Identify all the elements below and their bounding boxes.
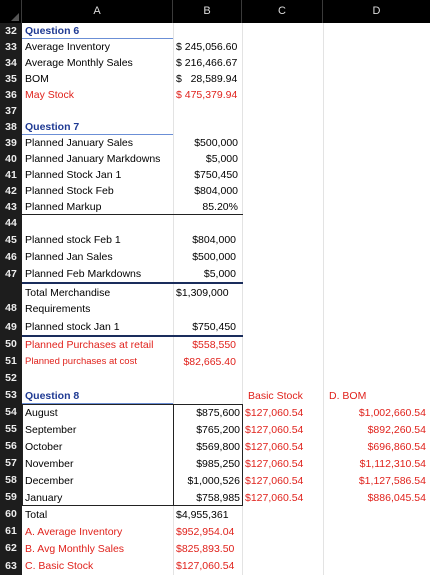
cell-a48-line2[interactable]: Requirements [25, 303, 91, 315]
row-header[interactable]: 55 [0, 421, 22, 438]
bom-september[interactable]: $892,260.54 [367, 424, 426, 436]
cell-b35[interactable]: $ 28,589.94 [176, 73, 238, 85]
cell-a34[interactable]: Average Monthly Sales [25, 57, 133, 69]
month-august[interactable]: August [25, 407, 58, 419]
cell-a40[interactable]: Planned January Markdowns [25, 153, 161, 165]
row-header[interactable]: 62 [0, 540, 22, 557]
row-header[interactable]: 53 [0, 387, 22, 404]
cell-b45[interactable]: $804,000 [192, 234, 236, 246]
cell-b47[interactable]: $5,000 [203, 268, 236, 280]
bom-january[interactable]: $886,045.54 [367, 492, 426, 504]
sales-december[interactable]: $1,000,526 [187, 475, 240, 487]
bom-november[interactable]: $1,112,310.54 [359, 458, 426, 470]
row-header[interactable]: 33 [0, 39, 22, 55]
column-header-a[interactable]: A [22, 0, 173, 23]
bom-header[interactable]: D. BOM [329, 390, 367, 402]
cell-a43[interactable]: Planned Markup [25, 201, 102, 213]
cell-a63[interactable]: C. Basic Stock [25, 560, 94, 572]
sales-september[interactable]: $765,200 [196, 424, 240, 436]
row-header[interactable]: 48 [0, 283, 22, 318]
row-header[interactable]: 57 [0, 455, 22, 472]
row-header[interactable]: 59 [0, 489, 22, 506]
row-header[interactable]: 40 [0, 151, 22, 167]
basic-stock-header[interactable]: Basic Stock [248, 390, 303, 402]
cell-b41[interactable]: $750,450 [194, 169, 238, 181]
cell-a62[interactable]: B. Avg Monthly Sales [25, 543, 125, 555]
row-header[interactable]: 51 [0, 353, 22, 370]
cell-a50[interactable]: Planned Purchases at retail [25, 339, 154, 351]
row-header[interactable]: 41 [0, 167, 22, 183]
sales-october[interactable]: $569,800 [196, 441, 240, 453]
basic-stock-january[interactable]: $127,060.54 [245, 492, 304, 504]
row-header[interactable]: 45 [0, 231, 22, 249]
question-8-heading[interactable]: Question 8 [25, 390, 80, 402]
month-september[interactable]: September [25, 424, 77, 436]
cell-b40[interactable]: $5,000 [205, 153, 238, 165]
column-header-b[interactable]: B [173, 0, 242, 23]
month-december[interactable]: December [25, 475, 74, 487]
cell-a51[interactable]: Planned purchases at cost [25, 356, 137, 367]
cell-a60[interactable]: Total [25, 509, 48, 521]
basic-stock-november[interactable]: $127,060.54 [245, 458, 304, 470]
row-header[interactable]: 38 [0, 119, 22, 135]
cell-a36[interactable]: May Stock [25, 89, 75, 101]
row-header[interactable]: 63 [0, 557, 22, 575]
sales-august[interactable]: $875,600 [196, 407, 240, 419]
block-bottom-border [22, 214, 243, 215]
bom-august[interactable]: $1,002,660.54 [358, 407, 426, 419]
row-header[interactable]: 56 [0, 438, 22, 455]
cell-a41[interactable]: Planned Stock Jan 1 [25, 169, 122, 181]
cell-a48-line1[interactable]: Total Merchandise [25, 287, 111, 299]
cell-b43[interactable]: 85.20% [202, 201, 238, 213]
row-header[interactable]: 35 [0, 71, 22, 87]
sum-underline [22, 282, 243, 284]
cell-a49[interactable]: Planned stock Jan 1 [25, 321, 120, 333]
row-header[interactable]: 61 [0, 523, 22, 540]
cell-a45[interactable]: Planned stock Feb 1 [25, 234, 121, 246]
bom-december[interactable]: $1,127,586.54 [358, 475, 426, 487]
row-header[interactable]: 37 [0, 103, 22, 119]
sales-november[interactable]: $985,250 [196, 458, 240, 470]
cell-b62[interactable]: $825,893.50 [176, 543, 235, 555]
cell-a42[interactable]: Planned Stock Feb [25, 185, 114, 197]
cell-b49[interactable]: $750,450 [192, 321, 236, 333]
row-header[interactable]: 52 [0, 370, 22, 387]
cell-b60[interactable]: $4,955,361 [176, 509, 229, 521]
sales-january[interactable]: $758,985 [196, 492, 240, 504]
question-7-heading[interactable]: Question 7 [25, 121, 80, 133]
month-october[interactable]: October [25, 441, 63, 453]
cell-b34[interactable]: $ 216,466.67 [176, 57, 238, 69]
basic-stock-august[interactable]: $127,060.54 [245, 407, 304, 419]
cell-b42[interactable]: $804,000 [194, 185, 238, 197]
column-header-c[interactable]: C [242, 0, 323, 23]
column-header-d[interactable]: D [323, 0, 430, 23]
month-november[interactable]: November [25, 458, 74, 470]
cell-a39[interactable]: Planned January Sales [25, 137, 133, 149]
cell-a61[interactable]: A. Average Inventory [25, 526, 123, 538]
cell-b50[interactable]: $558,550 [192, 339, 236, 351]
cell-b61[interactable]: $952,954.04 [176, 526, 235, 538]
row-header[interactable]: 42 [0, 183, 22, 199]
select-all-corner[interactable] [0, 0, 22, 23]
cell-b63[interactable]: $127,060.54 [176, 560, 235, 572]
cell-b33[interactable]: $ 245,056.60 [176, 41, 238, 53]
cell-a47[interactable]: Planned Feb Markdowns [25, 268, 142, 280]
row-header[interactable]: 54 [0, 404, 22, 421]
basic-stock-september[interactable]: $127,060.54 [245, 424, 304, 436]
cell-a33[interactable]: Average Inventory [25, 41, 111, 53]
basic-stock-october[interactable]: $127,060.54 [245, 441, 304, 453]
cell-a46[interactable]: Planned Jan Sales [25, 251, 113, 263]
row-header[interactable]: 44 [0, 215, 22, 231]
cell-b46[interactable]: $500,000 [192, 251, 236, 263]
bom-october[interactable]: $696,860.54 [367, 441, 426, 453]
basic-stock-december[interactable]: $127,060.54 [245, 475, 304, 487]
row-header[interactable]: 50 [0, 336, 22, 353]
cell-b39[interactable]: $500,000 [194, 137, 238, 149]
row-header[interactable]: 39 [0, 135, 22, 151]
row-header[interactable]: 46 [0, 249, 22, 266]
question-6-heading[interactable]: Question 6 [25, 25, 80, 37]
row-header[interactable]: 58 [0, 472, 22, 489]
cell-b48[interactable]: $1,309,000 [176, 287, 229, 299]
row-header[interactable]: 60 [0, 506, 22, 523]
row-header[interactable]: 49 [0, 318, 22, 336]
row-header[interactable]: 34 [0, 55, 22, 71]
month-january[interactable]: January [25, 492, 63, 504]
cell-b36[interactable]: $ 475,379.94 [176, 89, 238, 101]
row-header[interactable]: 32 [0, 23, 22, 39]
row-header[interactable]: 36 [0, 87, 22, 103]
cell-a35[interactable]: BOM [25, 73, 49, 85]
row-header[interactable]: 43 [0, 199, 22, 215]
row-header[interactable]: 47 [0, 266, 22, 283]
cell-b51[interactable]: $82,665.40 [183, 356, 236, 368]
